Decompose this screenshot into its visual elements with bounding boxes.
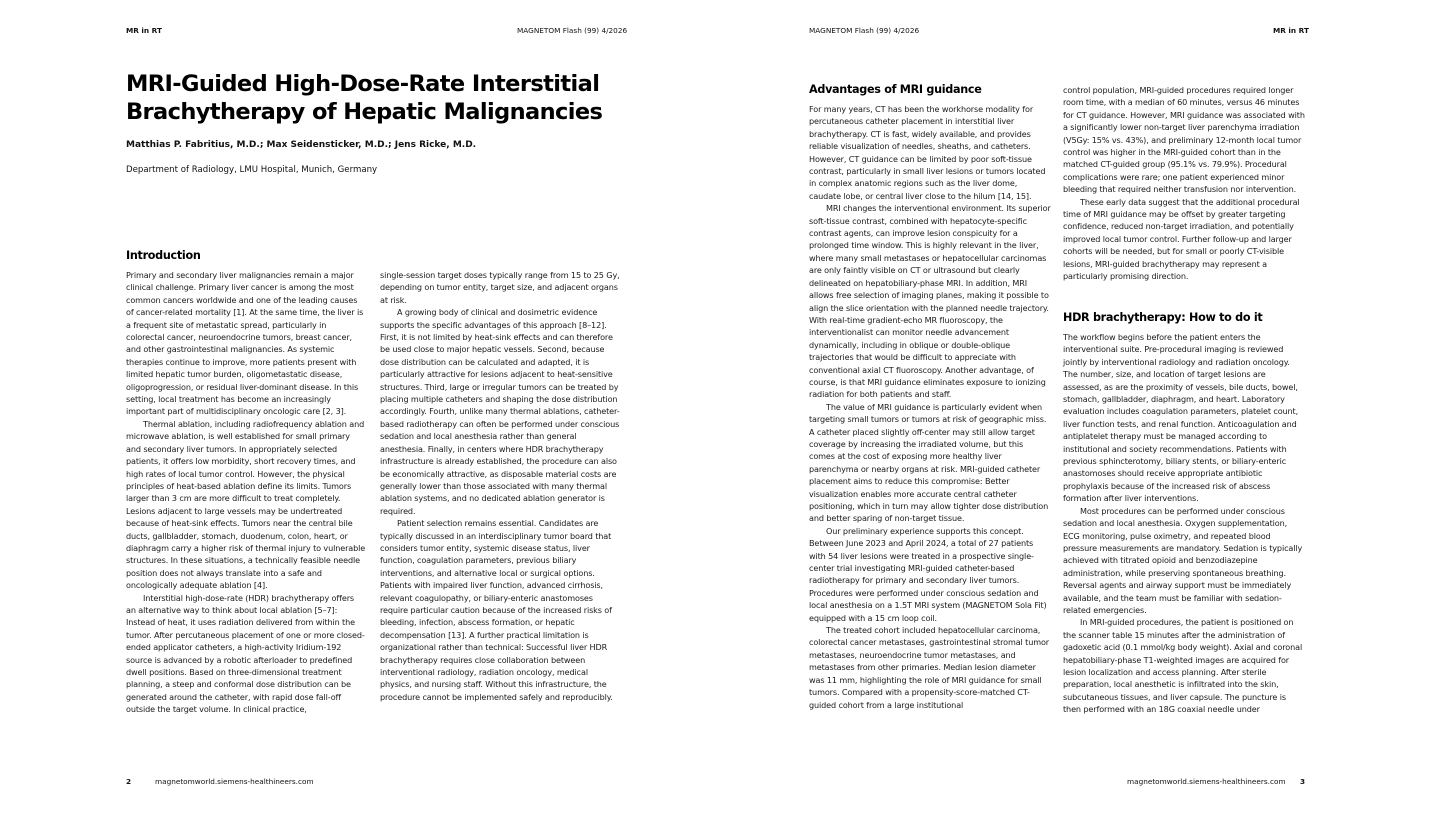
paragraph: In MRI-guided procedures, the patient is positioned on the scanner table 15 minutes after the administration of gadoxetic acid (0.1 mmol/kg body weight). Axial and coronal hepatobiliary-phase T1-weighted images are acquired for lesion localization and access planning. After sterile preparation, local anesthetic is infiltrated into the skin, subcutaneous tissues, and liver capsule. The puncture is then performed with an 18G coaxial needle under xyxy=(1063,617,1303,715)
paragraph: Thermal ablation, including radiofrequency ablation and microwave ablation, is well established for small primary and secondary liver tumors. In appropriately selected patients, it offers low morbidity, short recovery times, and high rates of local tumor control. However, the physical principles of heat-based ablation define its limits. Tumors larger than 3 cm are more difficult to treat completely. Lesions adjacent to large vessels may be undertreated because of heat-sink effects. Tumors near the central bile ducts, gallbladder, stomach, duodenum, colon, heart, or diaphragm carry a higher risk of thermal injury to vulnerable structures. In these situations, a technically feasible needle position does not always translate into a safe and oncologically adequate ablation [4]. xyxy=(126,418,366,591)
article-authors: Matthias P. Fabritius, M.D.; Max Seidensticker, M.D.; Jens Ricke, M.D. xyxy=(126,140,477,150)
running-header-publication: MAGNETOM Flash (99) 4/2026 xyxy=(517,26,628,35)
running-header-section: MR in RT xyxy=(126,26,162,35)
paragraph: Primary and secondary liver malignancies remain a major clinical challenge. Primary liver cancer is among the most common cancers worldwide and one of the leading causes of cancer-related mortality [1]. At the same time, the liver is a frequent site of metastatic spread, particularly in colorectal cancer, neuroendocrine tumors, breast cancer, and other gastrointestinal malignancies. As systemic therapies continue to improve, more patients present with limited hepatic tumor burden, oligometastatic disease, oligoprogression, or residual liver-dominant disease. In this setting, local treatment has become an increasingly important part of multidisciplinary oncologic care [2, 3]. xyxy=(126,270,364,417)
text-column-1 xyxy=(126,269,366,716)
article-affiliation: Department of Radiology, LMU Hospital, Munich, Germany xyxy=(126,165,378,175)
paragraph: Our preliminary experience supports this concept. Between June 2023 and April 2024, a total of 27 patients with 54 liver lesions were treated in a prospective single-center trial investigating MRI-guided catheter-based radiotherapy for primary and secondary liver tumors. Procedures were performed under conscious sedation and local anesthesia on a 1.5T MRI system (MAGNETOM Sola Fit) equipped with a 15 cm loop coil. xyxy=(809,525,1047,623)
paragraph: control population, MRI-guided procedures required longer room time, with a median of 60 minutes, versus 46 minutes for CT guidance. However, MRI guidance was associated with a significantly lower non-target liver parenchyma irradiation (V5Gy: 15% vs. 43%), and preliminary 12-month local tumor control was higher in the MRI-guided cohort than in the matched CT-guided group (95.1% vs. 79.9%). Procedural complications were rare; one patient experienced minor bleeding that required neither transfusion nor intervention. xyxy=(1063,85,1305,195)
paragraph: The treated cohort included hepatocellular carcinoma, colorectal cancer metastases, gastrointestinal stromal tumor metastases, neuroendocrine tumor metastases, and metastases from other primaries. Median lesion diameter was 11 mm, highlighting the role of MRI guidance for small tumors. Compared with a propensity-score-matched CT-guided cohort from a large institutional xyxy=(809,625,1050,710)
page-number: 3 xyxy=(1300,777,1306,786)
footer-url[interactable]: magnetomworld.siemens-healthineers.com xyxy=(155,777,314,786)
section-heading-advantages: Advantages of MRI guidance xyxy=(809,83,982,96)
footer-url[interactable]: magnetomworld.siemens-healthineers.com xyxy=(1127,777,1286,786)
section-heading-hdr-brachytherapy: HDR brachytherapy: How to do it xyxy=(1063,311,1263,324)
paragraph: The value of MRI guidance is particularly evident when targeting small tumors or tumors at risk of geographic miss. A catheter placed slightly off-center may still allow target coverage by increasing the irradiated volume, but this comes at the cost of exposing more healthy liver parenchyma or nearby organs at risk. MRI-guided catheter placement aims to reduce this compromise: Better visualization enables more accurate central catheter positioning, which in turn may allow tighter dose distribution and better sparing of non-target tissue. xyxy=(809,401,1049,524)
paragraph: Most procedures can be performed under conscious sedation and local anesthesia. Oxygen supplementation, ECG monitoring, pulse oximetry, and repeated blood pressure measurements are mandatory. Sedation is typically achieved with titrated opioid and benzodiazepine administration, while preserving spontaneous breathing. Reversal agents and airway support must be immediately available, and the team must be familiar with sedation-related emergencies. xyxy=(1063,505,1303,615)
text-column-5 xyxy=(1063,331,1305,716)
paragraph: MRI changes the interventional environment. Its superior soft-tissue contrast, combined with hepatocyte-specific contrast agents, can improve lesion conspicuity for a prolonged time window. This is highly relevant in the liver, where many small metastases or hepatocellular carcinomas are only faintly visible on CT or ultrasound but clearly delineated on hepatobiliary-phase MRI. In addition, MRI allows free selection of imaging planes, making it possible to align the slice orientation with the planned needle trajectory. With real-time gradient-echo MR fluoroscopy, the interventionalist can monitor needle advancement dynamically, including in oblique or double-oblique trajectories that would be difficult to appreciate with conventional axial CT fluoroscopy. Another advantage, of course, is that MRI guidance eliminates exposure to ionizing radiation for both patients and staff. xyxy=(809,203,1051,400)
section-heading-introduction: Introduction xyxy=(126,249,201,262)
paragraph: The workflow begins before the patient enters the interventional suite. Pre-procedural imaging is reviewed jointly by interventional radiology and radiation oncology. The number, size, and location of target lesions are assessed, as are the proximity of vessels, bile ducts, bowel, stomach, gallbladder, diaphragm, and heart. Laboratory evaluation includes coagulation parameters, platelet count, liver function tests, and renal function. Anticoagulation and antiplatelet therapy must be managed according to institutional and society recommendations. Patients with previous sphincterotomy, biliary stents, or biliary-enteric anastomoses should receive appropriate antibiotic prophylaxis because of the increased risk of abscess formation after liver interventions. xyxy=(1063,332,1299,504)
text-column-3 xyxy=(809,103,1051,711)
article-title: MRI-Guided High-Dose-Rate Interstitial Brachytherapy of Hepatic Malignancies xyxy=(126,71,603,125)
page-number: 2 xyxy=(126,777,132,786)
text-column-2 xyxy=(380,269,622,703)
text-column-4 xyxy=(1063,84,1305,283)
running-header-publication: MAGNETOM Flash (99) 4/2026 xyxy=(809,26,920,35)
running-header-section: MR in RT xyxy=(1273,26,1309,35)
right-page xyxy=(724,0,1448,815)
paragraph: single-session target doses typically range from 15 to 25 Gy, depending on tumor entity, target size, and adjacent organs at risk. xyxy=(380,270,620,305)
paragraph: Interstitial high-dose-rate (HDR) brachytherapy offers an alternative way to think about local ablation [5–7]: Instead of heat, it uses radiation delivered from within the tumor. After percutaneous placement of one or more closed-ended applicator catheters, a high-activity Iridium-192 source is advanced by a robotic afterloader to predefined dwell positions. Based on three-dimensional treatment planning, a steep and conformal dose distribution can be generated around the catheter, with rapid dose fall-off outside the target volume. In clinical practice, xyxy=(126,592,365,715)
paragraph: For many years, CT has been the workhorse modality for percutaneous catheter placement in interstitial liver brachytherapy. CT is fast, widely available, and provides reliable visualization of needles, sheaths, and catheters. However, CT guidance can be limited by poor soft-tissue contrast, particularly in small liver lesions or tumors located in complex anatomic regions such as the liver dome, caudate lobe, or central liver close to the hilum [14, 15]. xyxy=(809,104,1046,201)
paragraph: Patient selection remains essential. Candidates are typically discussed in an interdisciplinary tumor board that considers tumor entity, systemic disease status, liver function, coagulation parameters, previous biliary interventions, and alternative local or surgical options. Patients with impaired liver function, advanced cirrhosis, relevant coagulopathy, or biliary-enteric anastomoses require particular caution because of the increased risks of bleeding, infection, abscess formation, or hepatic decompensation [13]. A further practical limitation is organizational rather than technical: Successful liver HDR brachytherapy requires close collaboration between interventional radiology, radiation oncology, medical physics, and nursing staff. Without this infrastructure, the procedure cannot be implemented safely and reproducibly. xyxy=(380,518,613,702)
paragraph: These early data suggest that the additional procedural time of MRI guidance may be offset by greater targeting confidence, reduced non-target irradiation, and potentially improved local tumor control. Further follow-up and larger cohorts will be needed, but for small or poorly CT-visible lesions, MRI-guided brachytherapy may represent a particularly promising direction. xyxy=(1063,196,1300,282)
paragraph: A growing body of clinical and dosimetric evidence supports the specific advantages of this approach [8–12]. First, it is not limited by heat-sink effects and can therefore be used close to major hepatic vessels. Second, because dose distribution can be calculated and adapted, it is particularly attractive for lesions adjacent to heat-sensitive structures. Third, large or irregular tumors can be treated by placing multiple catheters and shaping the dose distribution accordingly. Fourth, unlike many thermal ablations, catheter-based radiotherapy can often be performed under conscious sedation and local anesthesia rather than general anesthesia. Finally, in centers where HDR brachytherapy infrastructure is already established, the procedure can also be economically attractive, as disposable material costs are generally lower than those associated with many thermal ablation systems, and no dedicated ablation generator is required. xyxy=(380,307,620,516)
